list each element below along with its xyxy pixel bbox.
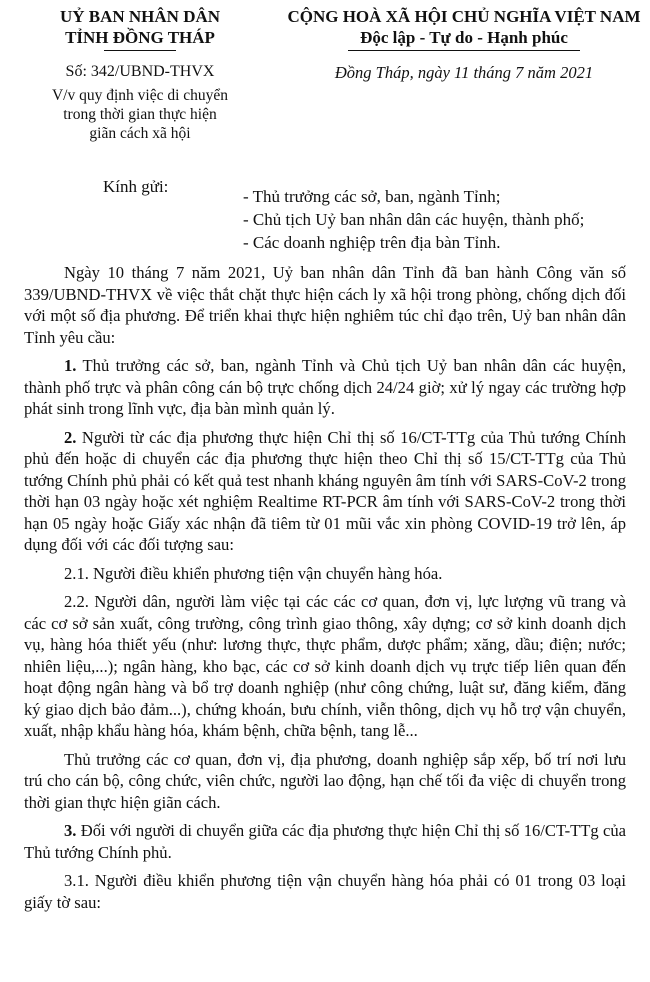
document-body [24, 262, 626, 920]
section-2-1-paragraph: 2.1. Người điều khiển phương tiện vận chuyển hàng hóa. [64, 563, 443, 583]
recipients-list [243, 185, 584, 254]
document-number: Số: 342/UBND-THVX [65, 63, 215, 80]
section-3-text: Đối với người di chuyển giữa các địa phương thực hiện Chỉ thị số 16/CT-TTg của Thủ tướng Chính phủ. [24, 821, 626, 862]
issuer-name-line2: TỈNH ĐỒNG THÁP [65, 28, 215, 47]
document-subject [0, 86, 280, 143]
national-heading-block [278, 6, 650, 83]
section-3-number: 3. [64, 821, 77, 840]
place-date-line: Đồng Tháp, ngày 11 tháng 7 năm 2021 [334, 63, 594, 82]
recipients-label: Kính gửi: [103, 177, 169, 196]
issuer-underline [104, 50, 176, 51]
issuer-block [0, 6, 280, 143]
section-2-text: Người từ các địa phương thực hiện Chỉ thị số 16/CT-TTg của Thủ tướng Chính phủ đến hoặc di chuyển các địa phương thực hiện theo Chỉ thị số 15/CT-TTg của Thủ tướng Chính phủ phải có kết quả test nhanh kháng nguyên âm tính với SARS-CoV-2 trong thời hạn 03 ngày hoặc xét nghiệm Realtime RT-PCR âm tính với SARS-CoV-2 trong thời hạn 05 ngày hoặc Giấy xác nhận đã tiêm từ 01 mũi vắc xin phòng COVID-19 trở lên, áp dụng đối với các đối tượng sau: [24, 427, 626, 554]
subject-line: V/v quy định việc di chuyển [51, 87, 229, 104]
national-motto: Độc lập - Tự do - Hạnh phúc [360, 28, 568, 47]
recipient-item: - Thủ trưởng các sở, ban, ngành Tỉnh; [243, 187, 501, 206]
section-2-2-paragraph: 2.2. Người dân, người làm việc tại các các cơ quan, đơn vị, lực lượng vũ trang và các cơ sở sản xuất, công trường, công trình giao thông, xây dựng; cơ sở kinh doanh dịch vụ, hàng hóa thiết yếu (như: lương thực, thực phẩm, dược phẩm; xăng, dầu; điện; nước; nhiên liệu,...); ngân hàng, kho bạc, các cơ sở kinh doanh dịch vụ trực tiếp liên quan đến hoạt động ngân hàng và bổ trợ doanh nghiệp (như công chứng, luật sư, đăng kiểm, đăng ký giao dịch bảo đảm...), chứng khoán, bưu chính, viễn thông, dịch vụ hỗ trợ vận chuyển, xuất, nhập khẩu hàng hóa, khám bệnh, chữa bệnh, tang lễ... [24, 592, 626, 740]
recipients-block [0, 175, 650, 260]
issuer-name-line1: UỶ BAN NHÂN DÂN [59, 7, 221, 26]
motto-underline [348, 50, 580, 51]
recipient-item: - Các doanh nghiệp trên địa bàn Tỉnh. [243, 233, 501, 252]
subject-line: trong thời gian thực hiện [63, 106, 217, 123]
section-1-number: 1. [64, 356, 77, 375]
section-3-paragraph [24, 820, 626, 863]
national-title: CỘNG HOÀ XÃ HỘI CHỦ NGHĨA VIỆT NAM [287, 7, 641, 26]
heads-instruction-paragraph: Thủ trưởng các cơ quan, đơn vị, địa phương, doanh nghiệp sắp xếp, bố trí nơi lưu trú cho cán bộ, công chức, viên chức, người lao động, hạn chế tối đa việc di chuyển trong thời gian thực hiện giãn cách. [24, 749, 626, 812]
subject-line: giãn cách xã hội [89, 125, 191, 142]
section-1-paragraph [24, 355, 626, 420]
recipient-item: - Chủ tịch Uỷ ban nhân dân các huyện, thành phố; [243, 210, 585, 229]
section-2-paragraph [24, 427, 626, 556]
section-2-number: 2. [64, 427, 77, 447]
intro-paragraph: Ngày 10 tháng 7 năm 2021, Uỷ ban nhân dân Tỉnh đã ban hành Công văn số 339/UBND-THVX về việc thắt chặt thực hiện cách ly xã hội trong phòng, chống dịch đối với một số địa phương. Để triển khai thực hiện nghiêm túc chỉ đạo trên, Uỷ ban nhân dân Tỉnh yêu cầu: [24, 263, 626, 347]
section-1-text: Thủ trưởng các sở, ban, ngành Tỉnh và Chủ tịch Uỷ ban nhân dân các huyện, thành phố trực và phân công cán bộ trực chống dịch 24/24 giờ; xử lý ngay các trường hợp phát sinh trong lĩnh vực, địa bàn mình quản lý. [24, 356, 626, 418]
section-3-1-paragraph: 3.1. Người điều khiển phương tiện vận chuyển hàng hóa phải có 01 trong 03 loại giấy tờ sau: [24, 871, 626, 912]
document-header [0, 0, 650, 170]
